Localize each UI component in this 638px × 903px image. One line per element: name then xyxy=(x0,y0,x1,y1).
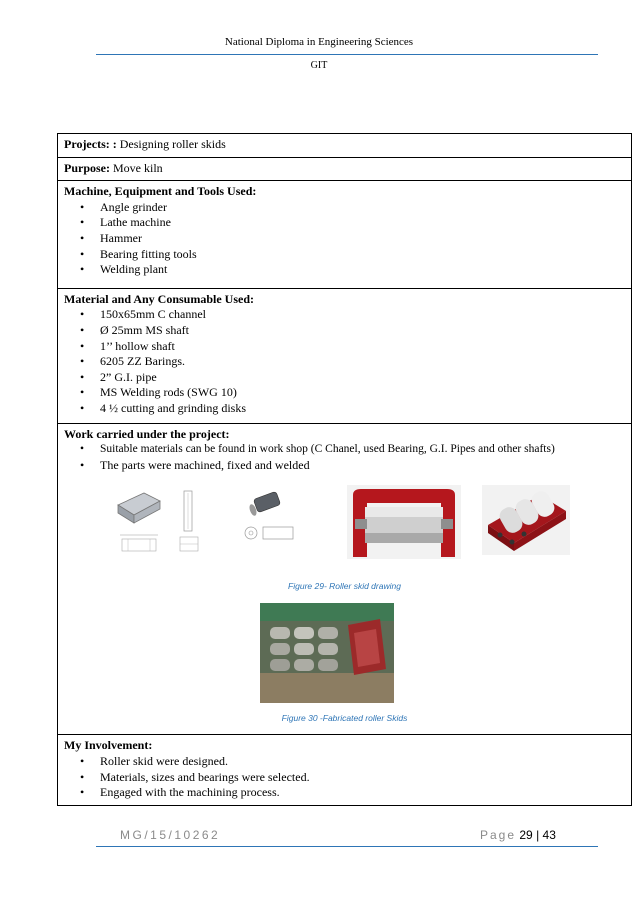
figure-30-caption: Figure 30 -Fabricated roller Skids xyxy=(281,712,408,723)
list-item: • MS Welding rods (SWG 10) xyxy=(100,385,625,401)
footer-student-id: MG/15/10262 xyxy=(120,828,221,842)
header-subtitle: GIT xyxy=(310,60,328,71)
header-divider xyxy=(96,54,598,55)
work-row xyxy=(58,423,632,735)
header-title: National Diploma in Engineering Sciences xyxy=(224,36,414,48)
purpose-value: Move kiln xyxy=(113,160,163,175)
purpose-label: Purpose: xyxy=(64,160,110,175)
list-item: • Lathe machine xyxy=(100,215,625,231)
footer-page-total: 43 xyxy=(542,828,556,842)
list-item: • Hammer xyxy=(100,231,625,247)
footer-divider xyxy=(96,846,598,847)
list-item: • Ø 25mm MS shaft xyxy=(100,323,625,339)
machines-row xyxy=(58,181,632,289)
roller-skid-render-front-image xyxy=(347,485,461,559)
footer-page-word: Page xyxy=(480,828,517,842)
list-item: • 4 ½ cutting and grinding disks xyxy=(100,401,625,417)
list-item: • Roller skid were designed. xyxy=(100,754,625,770)
involvement-list xyxy=(64,754,625,801)
project-table xyxy=(57,133,632,806)
involvement-row xyxy=(58,735,632,805)
roller-skid-drawings xyxy=(64,485,625,573)
machines-list xyxy=(64,200,625,278)
list-item: • Angle grinder xyxy=(100,200,625,216)
project-value: Designing roller skids xyxy=(119,137,226,151)
work-label: Work carried under the project: xyxy=(64,426,230,441)
list-item: • Bearing fitting tools xyxy=(100,247,625,263)
purpose-row xyxy=(58,157,632,181)
fabricated-skids-photo-wrap xyxy=(64,603,625,703)
channel-side-drawing-image xyxy=(176,487,206,559)
footer-page-separator: | xyxy=(536,828,540,842)
fabricated-roller-skids-photo xyxy=(260,603,394,703)
c-channel-drawing-image xyxy=(114,487,164,559)
involvement-label: My Involvement: xyxy=(64,738,153,753)
list-item: • Engaged with the machining process. xyxy=(100,785,625,801)
list-item: • 2” G.I. pipe xyxy=(100,370,625,386)
figure-29-caption: Figure 29- Roller skid drawing xyxy=(288,581,401,592)
list-item: • The parts were machined, fixed and welded xyxy=(100,458,625,474)
roller-shaft-drawing-image xyxy=(239,491,299,551)
footer-page-number xyxy=(480,828,556,842)
project-label: Projects: : xyxy=(64,137,117,151)
list-item: • Welding plant xyxy=(100,262,625,278)
work-list xyxy=(64,442,625,473)
project-row xyxy=(58,134,632,158)
list-item: • Suitable materials can be found in work shop (C Chanel, used Bearing, G.I. Pipes and other shafts) xyxy=(100,442,625,458)
list-item: • 1’’ hollow shaft xyxy=(100,339,625,355)
footer-page-current: 29 xyxy=(519,828,533,842)
list-item: • Materials, sizes and bearings were selected. xyxy=(100,770,625,786)
materials-row xyxy=(58,288,632,423)
materials-label: Material and Any Consumable Used: xyxy=(64,291,255,306)
materials-list xyxy=(64,307,625,416)
machines-label: Machine, Equipment and Tools Used: xyxy=(64,184,257,199)
roller-skid-render-three-rollers-image xyxy=(482,485,570,555)
list-item: • 6205 ZZ Barings. xyxy=(100,354,625,370)
list-item: • 150x65mm C channel xyxy=(100,307,625,323)
